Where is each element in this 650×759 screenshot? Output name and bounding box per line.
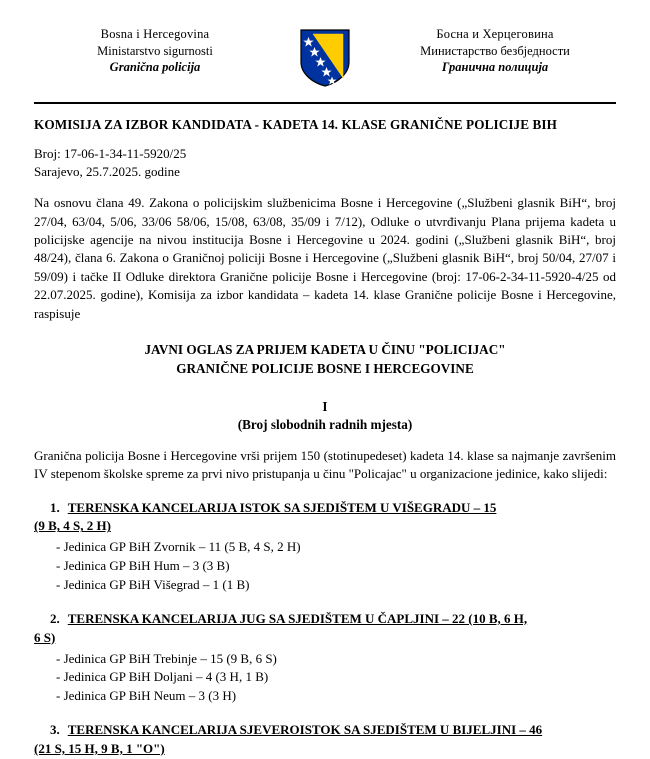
office-heading <box>34 610 616 648</box>
letterhead-right <box>380 26 610 76</box>
country-name-latin: Bosna i Hercegovina <box>100 27 210 41</box>
list-item: - Jedinica GP BiH Neum – 3 (3 H) <box>56 688 237 704</box>
header-divider <box>34 102 616 104</box>
office-name: TERENSKA KANCELARIJA SJEVEROISTOK SA SJEDIŠTEM U BIJELJINI – 46 <box>67 722 543 738</box>
office-number: 3. <box>50 722 60 738</box>
document-meta <box>34 145 616 180</box>
office-quota: (21 S, 15 H, 9 B, 1 "O") <box>34 740 165 756</box>
document-place-date: Sarajevo, 25.7.2025. godine <box>34 163 180 179</box>
intro-paragraph: Granična policija Bosne i Hercegovine vrši prijem 150 (stotinupedeset) kadeta 14. klase sa najmanje završenim IV stepenom školske spreme za prvi nivo pristupanja u činu "Policajac" u organizacione jedinice, kako slijedi: <box>34 447 616 482</box>
list-item: - Jedinica GP BiH Trebinje – 15 (9 B, 6 S) <box>56 650 277 666</box>
coat-of-arms-icon <box>294 26 356 88</box>
list-item: - Jedinica GP BiH Hum – 3 (3 B) <box>56 558 230 574</box>
document-number: Broj: 17-06-1-34-11-5920/25 <box>34 146 187 161</box>
office-quota: (9 B, 4 S, 2 H) <box>34 518 111 534</box>
unit-list <box>34 650 616 707</box>
list-item: - Jedinica GP BiH Višegrad – 1 (1 B) <box>56 577 250 593</box>
office-name: TERENSKA KANCELARIJA JUG SA SJEDIŠTEM U ČAPLJINI – 22 (10 B, 6 H, <box>67 610 528 626</box>
office-number: 1. <box>50 499 60 515</box>
unit-list <box>34 538 616 595</box>
agency-name-cyrillic: Гранична полиција <box>441 60 549 74</box>
office-entry <box>34 499 616 595</box>
ministry-name-cyrillic: Министарство безбједности <box>420 43 570 58</box>
agency-name-latin: Granična policija <box>109 60 201 74</box>
office-name: TERENSKA KANCELARIJA ISTOK SA SJEDIŠTEM U VIŠEGRADU – 15 <box>67 499 497 515</box>
section-subtitle: (Broj slobodnih radnih mjesta) <box>237 416 413 432</box>
list-item: - Jedinica GP BiH Doljani – 4 (3 H, 1 B) <box>56 669 269 685</box>
legal-basis-paragraph: Na osnovu člana 49. Zakona o policijskim službenicima Bosne i Hercegovine („Službeni glasnik BiH“, broj 27/04, 63/04, 5/06, 33/06 58/06, 15/08, 63/08, 35/09 i 7/12), Odluke o utvrđivanju Plana prijema kadeta u policijske agencije na nivou institucija Bosne i Hercegovine u 2024. godini („Službeni glasnik BiH“, broj 48/24), člana 6. Zakona o Graničnoj policiji Bosne i Hercegovine („Službeni glasnik BiH“, broj 50/04, 27/07 i 59/09) i tačke II Odluke direktora Granične policije Bosne i Hercegovine (broj: 17-06-2-34-11-5920-4/25 od 22.07.2025. godine), Komisija za izbor kandidata – kadeta 14. klase Granične policije Bosne i Hercegovine, raspisuje <box>34 195 616 321</box>
section-number: I <box>322 398 328 414</box>
letterhead-left <box>40 26 270 76</box>
ministry-name-latin: Ministarstvo sigurnosti <box>97 43 213 58</box>
office-quota: 6 S) <box>34 629 56 645</box>
office-heading <box>34 499 616 537</box>
announcement-title-line1: JAVNI OGLAS ZA PRIJEM KADETA U ČINU "POLICIJAC" <box>144 342 506 358</box>
country-name-cyrillic: Босна и Херцеговина <box>436 27 554 41</box>
letterhead <box>34 22 616 88</box>
office-entry <box>34 610 616 706</box>
office-number: 2. <box>50 610 60 626</box>
announcement-title <box>34 341 616 378</box>
announcement-title-line2: GRANIČNE POLICIJE BOSNE I HERCEGOVINE <box>176 361 474 376</box>
list-item: - Jedinica GP BiH Zvornik – 11 (5 B, 4 S, 2 H) <box>56 539 301 555</box>
commission-title: KOMISIJA ZA IZBOR KANDIDATA - KADETA 14. KLASE GRANIČNE POLICIJE BIH <box>34 117 558 132</box>
